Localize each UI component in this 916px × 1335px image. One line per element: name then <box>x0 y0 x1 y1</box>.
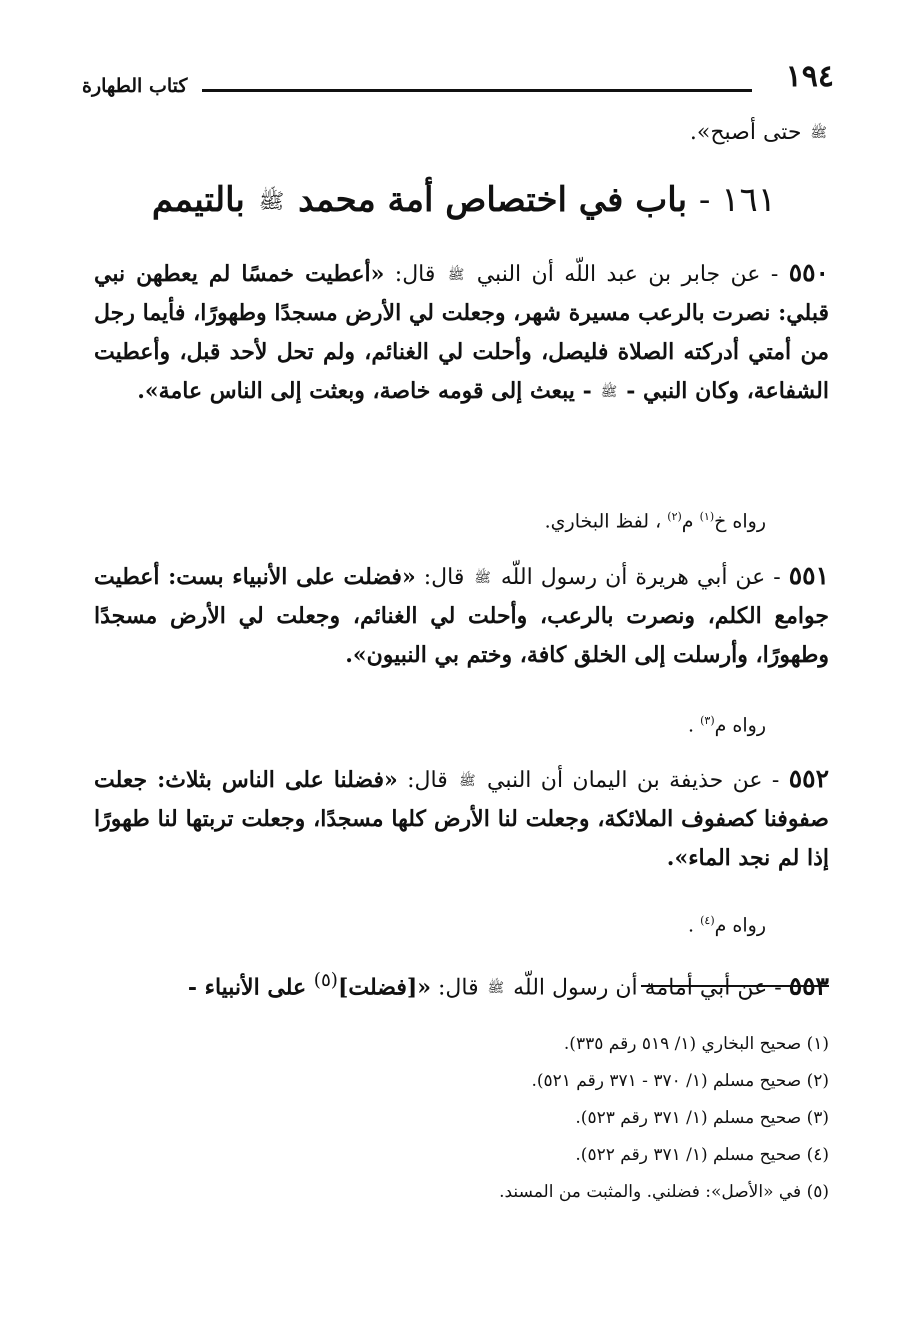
salla-symbol: ﷺ <box>487 980 505 997</box>
source-text: رواه خ <box>714 510 766 533</box>
continuation-line <box>84 116 829 150</box>
hadith-quote-end: على الأنبياء - <box>187 974 314 1001</box>
footnote-ref: (٢) <box>667 510 682 523</box>
hadith-intro: - عن أبي هريرة أن رسول اللّه <box>500 565 781 590</box>
hadith-said: قال: <box>407 768 448 793</box>
hadith-quote-end: - يبعث إلى قومه خاصة، وبعثت إلى الناس عامة». <box>137 378 592 404</box>
footnote-separator <box>641 985 829 987</box>
hadith-number: ٥٥٠ <box>788 258 829 287</box>
salla-symbol: ﷺ <box>459 772 476 789</box>
footnote-ref: (٤) <box>700 914 715 927</box>
footnote-ref: (٥) <box>313 970 338 991</box>
hadith-quote: «[فضلت] <box>337 974 432 1001</box>
source-text: . <box>688 914 701 937</box>
hadith-quote: «فضلت على الأنبياء بست: أعطيت جوامع الكلم، ونصرت بالرعب، وأحلت لي الغنائم، وجعلت لي الأرض مسجدًا وطهورًا، وأرسلت إلى الخلق كافة، وختم بي النبيون». <box>94 564 829 668</box>
hadith-intro: - عن حذيفة بن اليمان أن النبي <box>486 768 780 793</box>
source-text: رواه م <box>714 714 766 737</box>
salla-symbol: ﷺ <box>810 125 827 141</box>
hadith-said: قال: <box>438 975 479 1001</box>
footnote-2: (٢) صحيح مسلم (١/ ٣٧٠ - ٣٧١ رقم ٥٢١). <box>531 1071 829 1091</box>
salla-symbol: ﷺ <box>474 569 491 586</box>
hadith-said: قال: <box>423 565 465 590</box>
salla-symbol: ﷺ <box>258 187 285 213</box>
footnote-3: (٣) صحيح مسلم (١/ ٣٧١ رقم ٥٢٣). <box>575 1108 829 1128</box>
source-text: رواه م <box>714 914 766 937</box>
salla-symbol: ﷺ <box>600 383 618 400</box>
salla-symbol: ﷺ <box>447 266 465 283</box>
hadith-said: قال: <box>394 262 436 287</box>
chapter-number: ١٦١ - <box>698 180 776 220</box>
hadith-quote: «أعطيت خمسًا لم يعطهن نبي قبلي: نصرت بالرعب مسيرة شهر، وجعلت لي الأرض مسجدًا وطهورًا، فأيما رجل من أمتي أدركته الصلاة فليصل، وأحلت لي الغنائم، ولم تحل لأحد قبل، وأعطيت الشفاعة، وكان النبي - <box>94 261 829 404</box>
hadith-number: ٥٥٢ <box>788 764 830 793</box>
book-title: كتاب الطهارة <box>82 75 188 97</box>
source-text: ، لفظ البخاري. <box>544 510 668 533</box>
hadith-quote: «فضلنا على الناس بثلاث: جعلت صفوفنا كصفوف الملائكة، وجعلت لنا الأرض كلها مسجدًا، وجعلت تربتها لنا طهورًا إذا لم نجد الماء». <box>94 767 829 871</box>
continuation-text: حتى أصبح». <box>689 120 802 146</box>
chapter-title-part-1: باب في اختصاص أمة محمد <box>298 180 688 220</box>
hadith-551 <box>94 557 829 675</box>
chapter-title <box>60 174 776 227</box>
footnote-1: (١) صحيح البخاري (١/ ٥١٩ رقم ٣٣٥). <box>563 1034 829 1054</box>
hadith-intro: - عن أبي أمامة أن رسول اللّه <box>513 975 782 1001</box>
hadith-552-source <box>688 906 766 940</box>
hadith-551-source <box>688 706 766 740</box>
footnote-5: (٥) في «الأصل»: فضلني. والمثبت من المسند. <box>499 1182 829 1202</box>
hadith-intro: - عن جابر بن عبد اللّه أن النبي <box>476 262 779 287</box>
hadith-number: ٥٥٣ <box>788 971 829 1001</box>
hadith-550 <box>94 254 829 411</box>
page-number: ١٩٤ <box>785 59 834 94</box>
hadith-number: ٥٥١ <box>788 561 830 590</box>
footnote-4: (٤) صحيح مسلم (١/ ٣٧١ رقم ٥٢٢). <box>575 1145 829 1165</box>
header-rule <box>202 89 752 92</box>
footnote-ref: (١) <box>699 510 715 523</box>
source-text: م <box>681 510 700 533</box>
hadith-550-source <box>545 502 766 536</box>
running-header <box>82 60 834 100</box>
chapter-title-part-2: بالتيمم <box>151 180 245 220</box>
footnotes <box>89 1026 829 1211</box>
hadith-552 <box>94 760 829 878</box>
footnote-ref: (٣) <box>700 714 715 727</box>
source-text: . <box>688 714 701 737</box>
